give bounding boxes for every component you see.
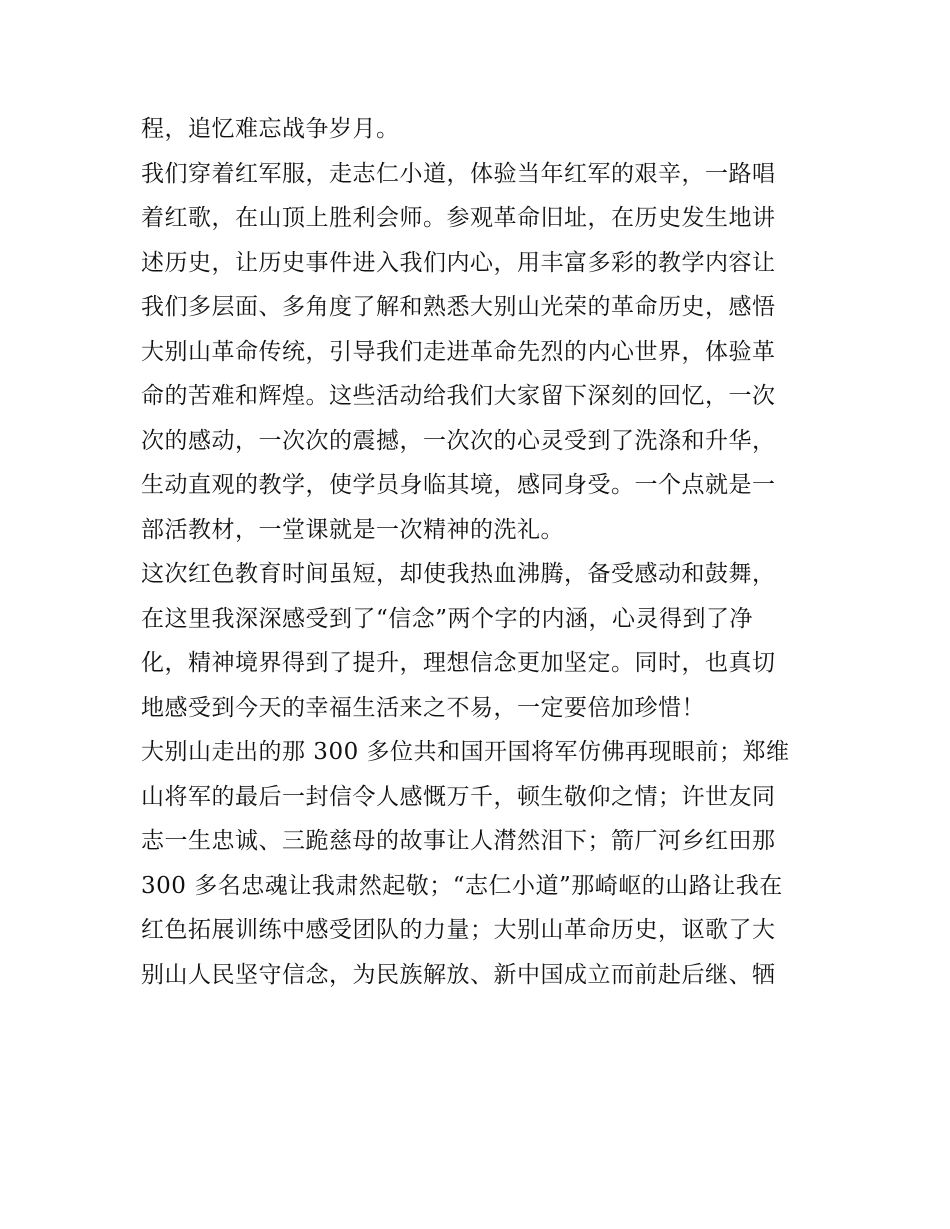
text-line: 次的感动，一次次的震撼，一次次的心灵受到了洗涤和升华， (141, 427, 776, 454)
text-line: 300 多名忠魂让我肃然起敬；“志仁小道”那崎岖的山路让我在 (141, 872, 783, 899)
text-line: 程，追忆难忘战争岁月。 (141, 116, 400, 142)
text-line: 大别山走出的那 300 多位共和国开国将军仿佛再现眼前；郑维 (141, 739, 790, 765)
text-line: 红色拓展训练中感受团队的力量；大别山革命历史，讴歌了大 (141, 917, 776, 943)
text-line: 命的苦难和辉煌。这些活动给我们大家留下深刻的回忆，一次 (141, 383, 776, 409)
text-line: 山将军的最后一封信令人感慨万千，顿生敬仰之情；许世友同 (141, 783, 776, 810)
text-line: 地感受到今天的幸福生活来之不易，一定要倍加珍惜！ (141, 694, 705, 721)
text-line: 在这里我深深感受到了“信念”两个字的内涵，心灵得到了净 (141, 605, 754, 632)
text-line: 生动直观的教学，使学员身临其境，感同身受。一个点就是一 (141, 472, 776, 498)
text-line: 这次红色教育时间虽短，却使我热血沸腾，备受感动和鼓舞， (141, 561, 776, 587)
text-line: 志一生忠诚、三跪慈母的故事让人潸然泪下；箭厂河乡红田那 (141, 828, 776, 854)
text-line: 述历史，让历史事件进入我们内心，用丰富多彩的教学内容让 (141, 249, 776, 276)
text-line: 我们多层面、多角度了解和熟悉大别山光荣的革命历史，感悟 (141, 294, 776, 320)
text-line: 化，精神境界得到了提升，理想信念更加坚定。同时，也真切 (141, 650, 776, 676)
text-line: 大别山革命传统，引导我们走进革命先烈的内心世界，体验革 (141, 338, 776, 365)
text-line: 别山人民坚守信念，为民族解放、新中国成立而前赴后继、牺 (141, 961, 776, 988)
text-line: 部活教材，一堂课就是一次精神的洗礼。 (141, 516, 564, 543)
text-line: 着红歌，在山顶上胜利会师。参观革命旧址，在历史发生地讲 (141, 205, 776, 231)
document-body (141, 107, 821, 997)
text-line: 我们穿着红军服，走志仁小道，体验当年红军的艰辛，一路唱 (141, 160, 776, 187)
